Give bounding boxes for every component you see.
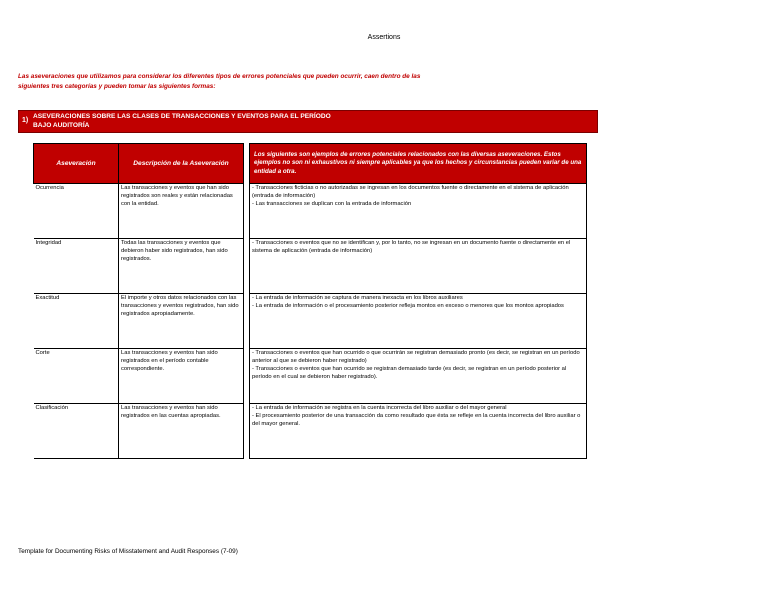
table-row [250, 349, 587, 404]
assertion-cell: Integridad [34, 239, 119, 294]
description-cell: Todas las transacciones y eventos que debieron haber sido registrados, han sido registrados. [119, 239, 244, 294]
table-row [250, 404, 587, 459]
description-cell: Las transacciones y eventos que han sido registrados son reales y están relacionadas con la entidad. [119, 184, 244, 239]
description-cell: El importe y otros datos relacionados con las transacciones y eventos registrados, han sido registrados apropiadamente. [119, 294, 244, 349]
table-row [34, 239, 244, 294]
example-line: - Transacciones o eventos que han ocurrido o que ocurrirán se registran demasiado pronto (es decir, se registran en un período anterior al que se debieron haber registrado) [252, 350, 580, 364]
assertions-table [33, 143, 244, 459]
examples-cell [250, 239, 587, 294]
table-row [250, 239, 587, 294]
assertion-cell: Corte [34, 349, 119, 404]
example-line: - Transacciones o eventos que no se identifican y, por lo tanto, no se ingresan en un documento fuente o directamente en el sistema de aplicación (entrada de información) [252, 240, 571, 254]
examples-cell [250, 294, 587, 349]
example-line: - La entrada de información se captura de manera inexacta en los libros auxiliares [252, 295, 463, 301]
examples-cell [250, 349, 587, 404]
example-line: - Transacciones o eventos que han ocurrido se registran demasiado tarde (es decir, se registran en un período posterior al período en el cual se debieron haber registrado). [252, 366, 567, 380]
examples-cell [250, 184, 587, 239]
table-row [34, 294, 244, 349]
header-assertion: Aseveración [34, 144, 119, 184]
description-cell: Las transacciones y eventos han sido registrados en las cuentas apropiadas. [119, 404, 244, 459]
footer-text: Template for Documenting Risks of Misstatement and Audit Responses (7-09) [18, 548, 238, 555]
example-line: - El procesamiento posterior de una transacción da como resultado que ésta se refleje en la cuenta incorrecta del libro auxiliar o del mayor general. [252, 413, 581, 427]
table-row [34, 404, 244, 459]
intro-text: Las aseveraciones que utilizamos para considerar los diferentes tipos de errores potenciales que pueden ocurrir, caen dentro de las siguientes tres categorías y pueden tomar las siguientes formas: [18, 73, 421, 90]
table-row [250, 184, 587, 239]
page-title: Assertions [367, 34, 401, 41]
example-line: - La entrada de información o el procesamiento posterior refleja montos en exceso o menores que los montos apropiados [252, 303, 564, 309]
table-row [250, 294, 587, 349]
description-cell: Las transacciones y eventos han sido registrados en el período contable correspondiente. [119, 349, 244, 404]
examples-cell [250, 404, 587, 459]
section-banner [18, 110, 598, 133]
example-line: - Transacciones ficticias o no autorizadas se ingresan en los documentos fuente o directamente en el sistema de aplicación (entrada de información) [252, 185, 569, 199]
assertion-cell: Clasificación [34, 404, 119, 459]
table-row [34, 184, 244, 239]
example-line: - Las transacciones se duplican con la entrada de información [252, 201, 412, 207]
assertion-cell: Exactitud [34, 294, 119, 349]
examples-header: Los siguientes son ejemplos de errores potenciales relacionados con las diversas aseveraciones. Estos ejemplos no son ni exhaustivos ni siempre aplicables ya que los hechos y circunstancias pueden variar de una entidad a otra. [250, 144, 587, 184]
example-line: - La entrada de información se registra en la cuenta incorrecta del libro auxiliar o del mayor general [252, 405, 507, 411]
assertion-cell: Ocurrencia [34, 184, 119, 239]
table-row [34, 349, 244, 404]
section-title: ASEVERACIONES SOBRE LAS CLASES DE TRANSACCIONES Y EVENTOS PARA EL PERÍODO BAJO AUDITORÍA [33, 113, 331, 129]
header-description: Descripción de la Aseveración [119, 144, 244, 184]
section-number: 1) [22, 117, 29, 124]
examples-table [249, 143, 587, 459]
